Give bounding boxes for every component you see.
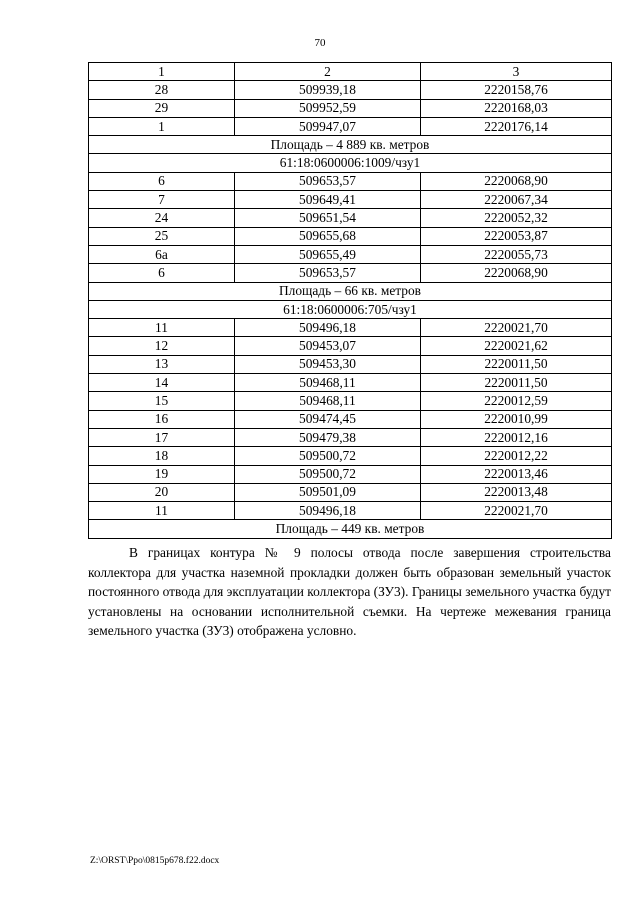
- table-row: [89, 191, 612, 209]
- point-number-cell: 29: [89, 99, 235, 117]
- table-row: [89, 483, 612, 501]
- x-coordinate-cell: 509453,30: [235, 355, 421, 373]
- x-coordinate-cell: 509501,09: [235, 483, 421, 501]
- table-section-row: [89, 136, 612, 154]
- table-row: [89, 209, 612, 227]
- y-coordinate-cell: 2220021,62: [421, 337, 612, 355]
- table-section-row: [89, 154, 612, 172]
- y-coordinate-cell: 2220012,22: [421, 447, 612, 465]
- point-number-cell: 14: [89, 374, 235, 392]
- table-section-row: [89, 520, 612, 538]
- table-row: [89, 81, 612, 99]
- point-number-cell: 18: [89, 447, 235, 465]
- y-coordinate-cell: 2220011,50: [421, 355, 612, 373]
- table-row: [89, 337, 612, 355]
- point-number-cell: 11: [89, 502, 235, 520]
- table-row: [89, 410, 612, 428]
- table-row: [89, 355, 612, 373]
- y-coordinate-cell: 2220176,14: [421, 117, 612, 135]
- table-row: [89, 502, 612, 520]
- table-header-row: [89, 63, 612, 81]
- body-paragraph: В границах контура № 9 полосы отвода после завершения строительства коллектора для участка наземной прокладки должен быть образован земельный участок постоянного отвода для эксплуатации коллектора (ЗУ3). Границы земельного участка будут установлены на основании исполнительной съемки. На чертеже межевания граница земельного участка (ЗУ3) отображена условно.: [88, 545, 611, 638]
- y-coordinate-cell: 2220052,32: [421, 209, 612, 227]
- point-number-cell: 16: [89, 410, 235, 428]
- x-coordinate-cell: 509651,54: [235, 209, 421, 227]
- y-coordinate-cell: 2220013,48: [421, 483, 612, 501]
- x-coordinate-cell: 509653,57: [235, 264, 421, 282]
- file-path-footer: Z:\ORST\Ppo\0815p678.f22.docx: [90, 856, 220, 866]
- y-coordinate-cell: 2220012,16: [421, 428, 612, 446]
- point-number-cell: 7: [89, 191, 235, 209]
- table-row: [89, 465, 612, 483]
- x-coordinate-cell: 509500,72: [235, 447, 421, 465]
- y-coordinate-cell: 2220021,70: [421, 502, 612, 520]
- x-coordinate-cell: 509474,45: [235, 410, 421, 428]
- table-row: [89, 374, 612, 392]
- x-coordinate-cell: 509468,11: [235, 374, 421, 392]
- coordinates-table: [88, 62, 612, 539]
- table-row: [89, 447, 612, 465]
- y-coordinate-cell: 2220013,46: [421, 465, 612, 483]
- point-number-cell: 28: [89, 81, 235, 99]
- x-coordinate-cell: 509939,18: [235, 81, 421, 99]
- table-row: [89, 319, 612, 337]
- x-coordinate-cell: 509655,49: [235, 245, 421, 263]
- table-section-row: [89, 300, 612, 318]
- table-row: [89, 245, 612, 263]
- table-section-row: [89, 282, 612, 300]
- point-number-cell: 25: [89, 227, 235, 245]
- y-coordinate-cell: 2220068,90: [421, 264, 612, 282]
- x-coordinate-cell: 509947,07: [235, 117, 421, 135]
- x-coordinate-cell: 509453,07: [235, 337, 421, 355]
- section-caption-cell: Площадь – 449 кв. метров: [89, 520, 612, 538]
- point-number-cell: 15: [89, 392, 235, 410]
- point-number-cell: 24: [89, 209, 235, 227]
- section-caption-cell: Площадь – 4 889 кв. метров: [89, 136, 612, 154]
- y-coordinate-cell: 2220067,34: [421, 191, 612, 209]
- y-coordinate-cell: 2220011,50: [421, 374, 612, 392]
- x-coordinate-cell: 509468,11: [235, 392, 421, 410]
- x-coordinate-cell: 509655,68: [235, 227, 421, 245]
- x-coordinate-cell: 509653,57: [235, 172, 421, 190]
- y-coordinate-cell: 2220010,99: [421, 410, 612, 428]
- table-row: [89, 172, 612, 190]
- x-coordinate-cell: 509649,41: [235, 191, 421, 209]
- point-number-cell: 12: [89, 337, 235, 355]
- header-cell-x: 2: [235, 63, 421, 81]
- y-coordinate-cell: 2220158,76: [421, 81, 612, 99]
- x-coordinate-cell: 509952,59: [235, 99, 421, 117]
- section-caption-cell: 61:18:0600006:1009/чзу1: [89, 154, 612, 172]
- point-number-cell: 19: [89, 465, 235, 483]
- section-caption-cell: Площадь – 66 кв. метров: [89, 282, 612, 300]
- header-cell-y: 3: [421, 63, 612, 81]
- y-coordinate-cell: 2220068,90: [421, 172, 612, 190]
- x-coordinate-cell: 509496,18: [235, 502, 421, 520]
- x-coordinate-cell: 509479,38: [235, 428, 421, 446]
- x-coordinate-cell: 509496,18: [235, 319, 421, 337]
- page-number: 70: [314, 37, 326, 49]
- point-number-cell: 17: [89, 428, 235, 446]
- point-number-cell: 11: [89, 319, 235, 337]
- table-row: [89, 428, 612, 446]
- table-row: [89, 99, 612, 117]
- y-coordinate-cell: 2220012,59: [421, 392, 612, 410]
- section-caption-cell: 61:18:0600006:705/чзу1: [89, 300, 612, 318]
- point-number-cell: 6: [89, 172, 235, 190]
- table-row: [89, 392, 612, 410]
- header-cell-point: 1: [89, 63, 235, 81]
- point-number-cell: 13: [89, 355, 235, 373]
- y-coordinate-cell: 2220168,03: [421, 99, 612, 117]
- point-number-cell: 1: [89, 117, 235, 135]
- table-row: [89, 227, 612, 245]
- coordinates-table-body: [89, 63, 612, 539]
- table-row: [89, 117, 612, 135]
- table-row: [89, 264, 612, 282]
- point-number-cell: 6: [89, 264, 235, 282]
- point-number-cell: 6а: [89, 245, 235, 263]
- y-coordinate-cell: 2220021,70: [421, 319, 612, 337]
- y-coordinate-cell: 2220053,87: [421, 227, 612, 245]
- y-coordinate-cell: 2220055,73: [421, 245, 612, 263]
- x-coordinate-cell: 509500,72: [235, 465, 421, 483]
- point-number-cell: 20: [89, 483, 235, 501]
